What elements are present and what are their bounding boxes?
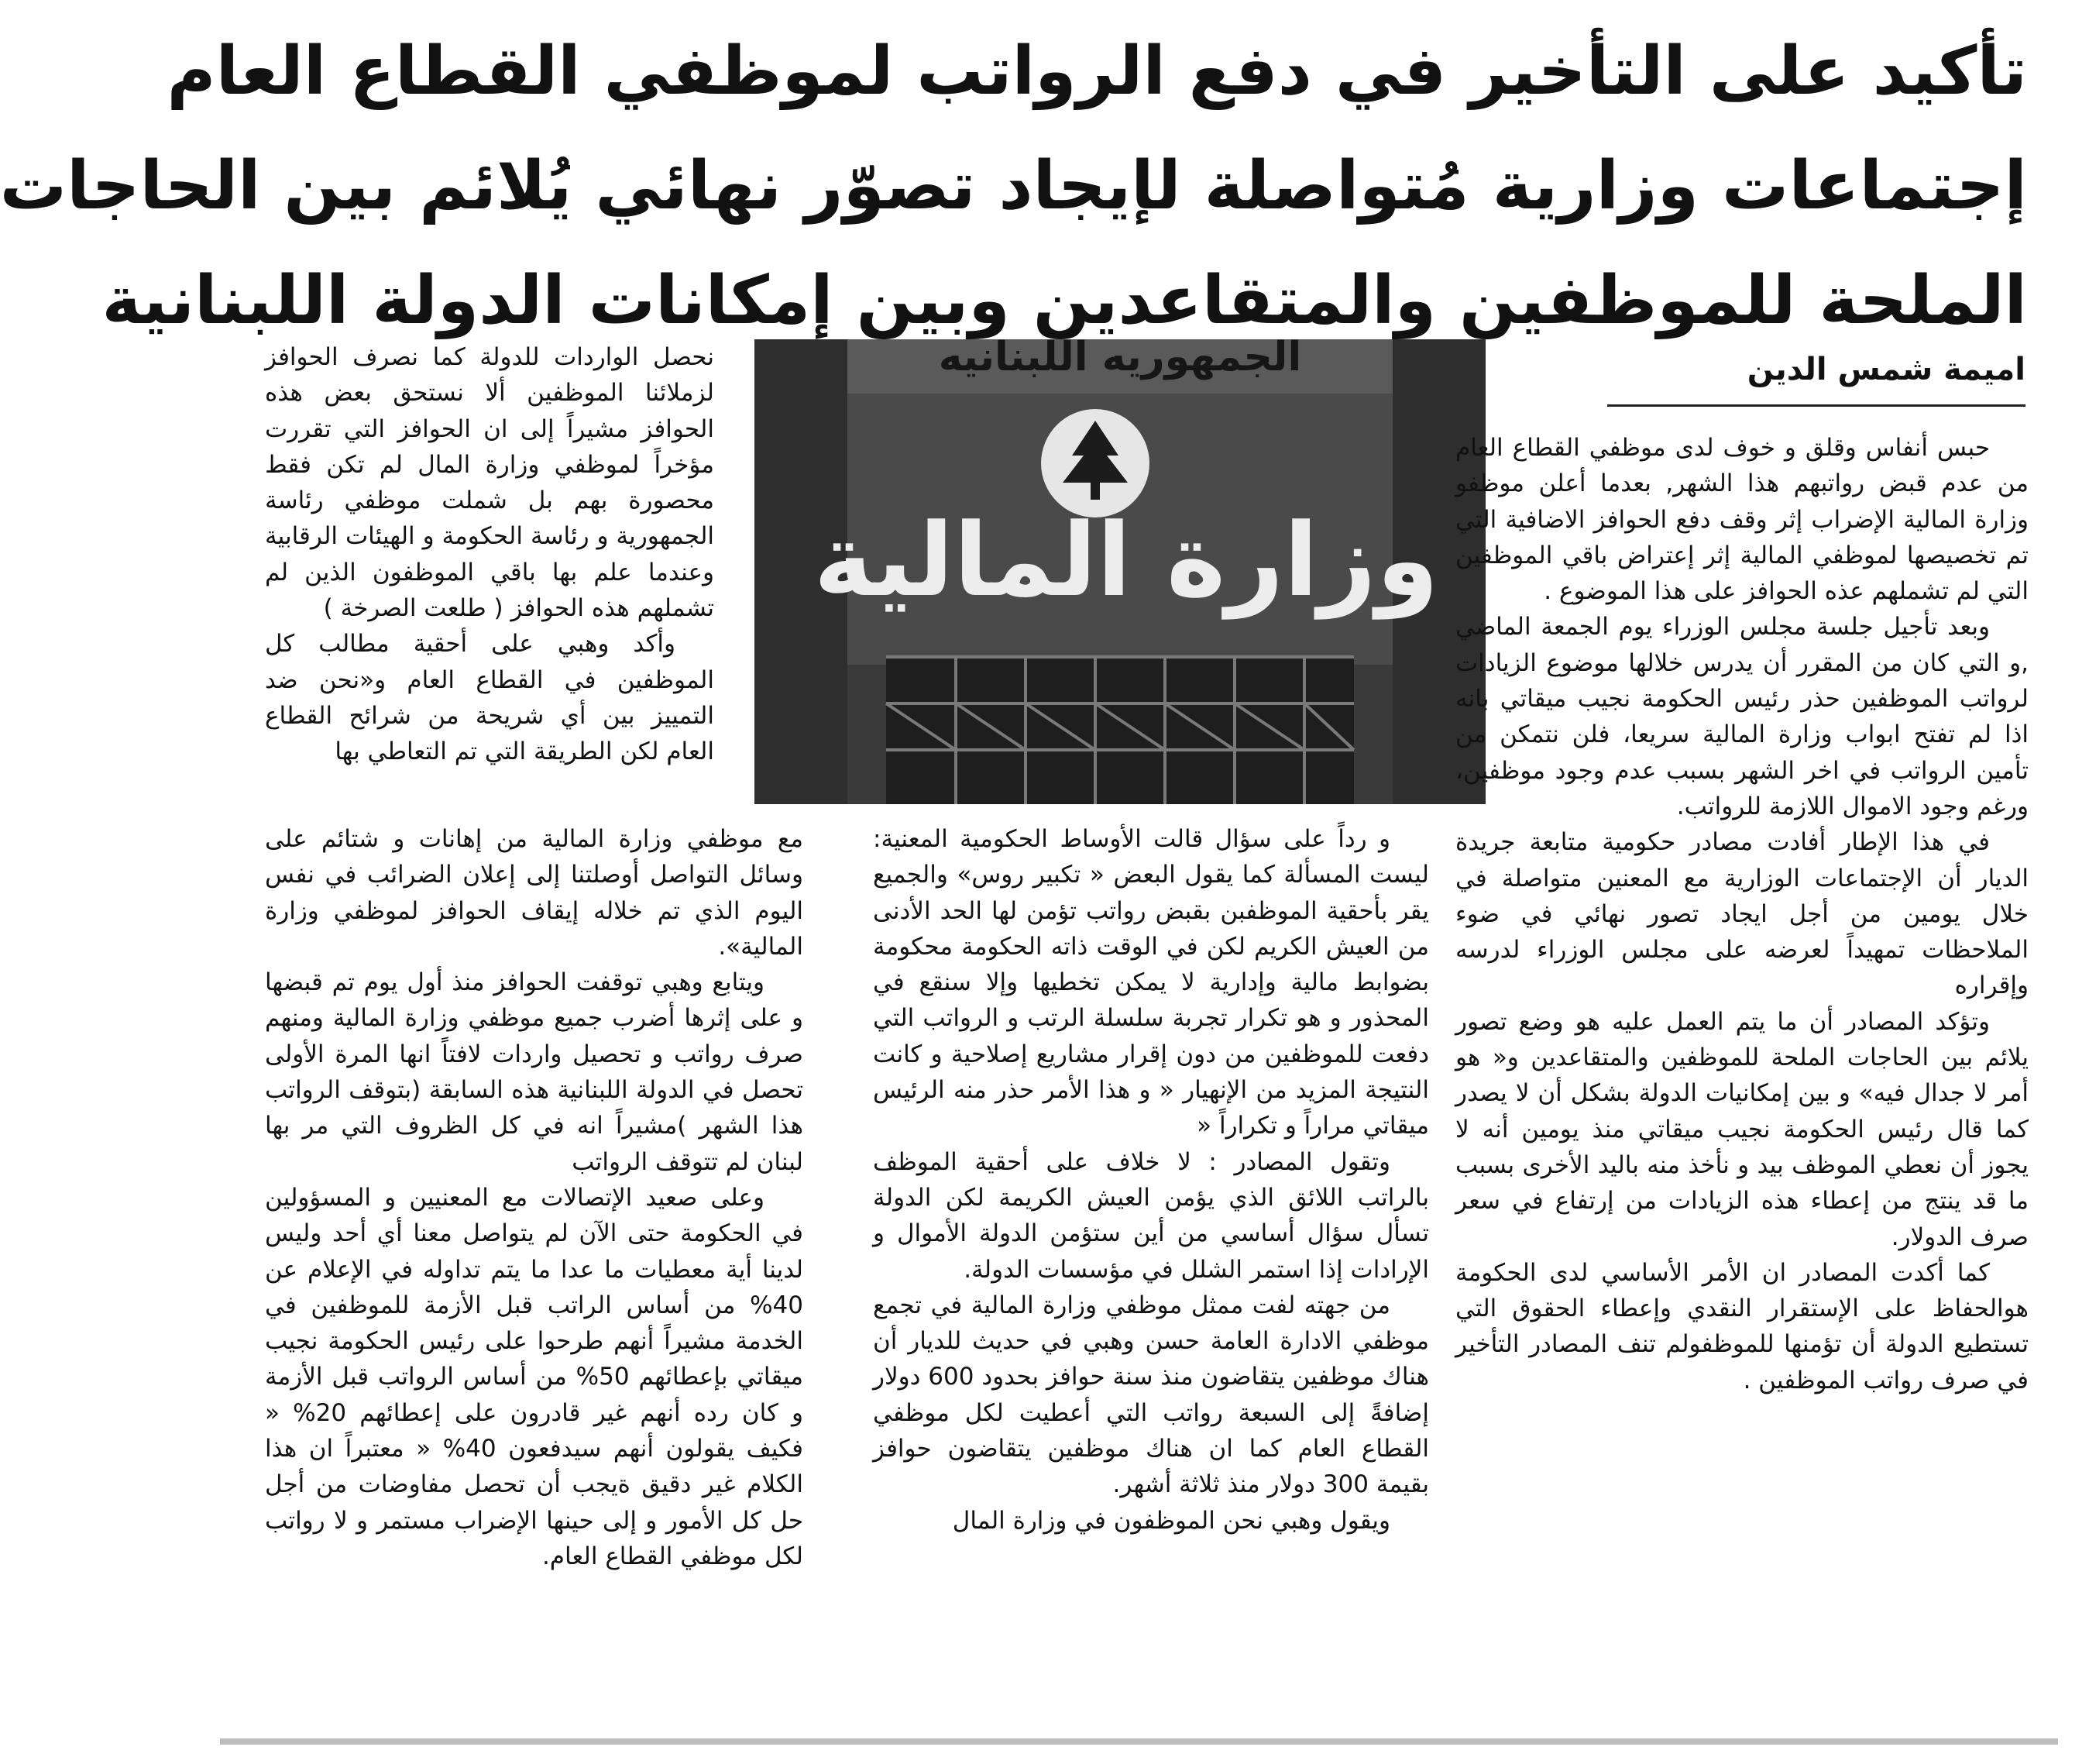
ministry-of-finance-photo [754, 334, 1486, 804]
paragraph: ويتابع وهبي توقفت الحوافز منذ أول يوم تم قبضها و على إثرها أضرب جميع موظفي وزارة المالية ومنهم صرف رواتب و تحصيل واردات لافتاً انها المرة الأولى تحصل في الدولة اللبنانية هذه السابقة (بتوقف الرواتب هذا الشهر )مشيراً انه في كل الظروف التي مر بها لبنان لم تتوقف الرواتب [265, 968, 803, 1176]
paragraph: من جهته لفت ممثل موظفي وزارة المالية في تجمع موظفي الادارة العامة حسن وهبي في حديث للديار أن هناك موظفين يتقاضون منذ سنة حوافز بحدود 600 دولار إضافةً إلى السبعة رواتب التي أعطيت لكل موظفي القطاع العام كما ان هناك موظفين يتقاضون حوافز بقيمة 300 دولار منذ ثلاثة أشهر. [873, 1291, 1429, 1499]
sign-main-text: وزارة المالية [813, 501, 1439, 619]
paragraph: نحصل الواردات للدولة كما نصرف الحوافز لزملائنا الموظفين ألا نستحق بعض هذه الحوافز مشيراً إلى ان الحوافز التي تقررت مؤخراً لموظفي وزارة المال لم تكن فقط محصورة بهم بل شملت موظفي رئاسة الجمهورية و رئاسة الحكومة و الهيئات الرقابية وعندما علم بها باقي الموظفون الذين لم تشملهم هذه الحوافز ( طلعت الصرخة ) [265, 343, 714, 623]
paragraph: في هذا الإطار أفادت مصادر حكومية متابعة جريدة الديار أن الإجتماعات الوزارية مع المعنين متواصلة في خلال يومين من أجل ايجاد تصور نهائي في ضوء الملاحظات تمهيداً لعرضه على مجلس الوزراء لدرسه وإقراره [1455, 828, 2029, 1000]
paragraph: وأكد وهبي على أحقية مطالب كل الموظفين في القطاع العام و«نحن ضد التمييز بين أي شريحة من شرائح القطاع العام لكن الطريقة التي تم التعاطي بها [265, 630, 714, 766]
paragraph: وتقول المصادر : لا خلاف على أحقية الموظف بالراتب اللائق الذي يؤمن العيش الكريمة لكن الدولة تسأل سؤال أساسي من أين ستؤمن الدولة الأموال و الإرادات إذا استمر الشلل في مؤسسات الدولة. [873, 1147, 1429, 1284]
article-column-left [265, 821, 803, 1747]
article-column-right [1455, 430, 2029, 1747]
headline-line-3: الملحة للموظفين والمتقاعدين وبين إمكانات الدولة اللبنانية [101, 262, 2027, 339]
headline-line-1: تأكيد على التأخير في دفع الرواتب لموظفي القطاع العام [167, 33, 2027, 110]
bottom-rule [220, 1738, 2058, 1745]
paragraph: وعلى صعيد الإتصالات مع المعنيين و المسؤولين في الحكومة حتى الآن لم يتواصل معنا أي أحد وليس لدينا أية معطيات ما عدا ما يتم تداوله في الإعلام عن 40% من أساس الراتب قبل الأزمة للموظفين في الخدمة مشيراً أنهم طرحوا على رئيس الحكومة نجيب ميقاتي بإعطائهم 50% من أساس الرواتب قبل الأزمة و كان رده أنهم غير قادرون على إعطائهم 20% « فكيف يقولون أنهم سيدفعون 40% « معتبراً ان هذا الكلام غير دقيق ةيجب أن تحصل مفاوضات من أجل حل كل الأمور و إلى حينها الإضراب مستمر و لا رواتب لكل موظفي القطاع العام. [265, 1183, 804, 1570]
author-byline: اميمة شمس الدين [1607, 341, 2025, 407]
paragraph: و رداً على سؤال قالت الأوساط الحكومية المعنية: ليست المسألة كما يقول البعض « تكبير روس» والجميع يقر بأحقية الموظفبن بقبض رواتب تؤمن لها الحد الأدنى من العيش الكريم لكن في الوقت ذاته الحكومة محكومة بضوابط مالية وإدارية لا يمكن تخطيها وإلا سنقع في المحذور و هو تكرار تجربة سلسلة الرتب و الرواتب التي دفعت للموظفين من دون إقرار مشاريع إصلاحية و كانت النتيجة المزيد من الإنهيار « و هذا الأمر حذر منه الرئيس ميقاتي مراراً و تكراراً « [873, 825, 1429, 1140]
paragraph: ويقول وهبي نحن الموظفون في وزارة المال [952, 1506, 1390, 1535]
headline-line-2: إجتماعات وزارية مُتواصلة لإيجاد تصوّر نهائي يُلائم بين الحاجات [0, 147, 2027, 225]
paragraph: وبعد تأجيل جلسة مجلس الوزراء يوم الجمعة الماضي ,و التي كان من المقرر أن يدرس خلالها موضوع الزيادات لرواتب الموظفين حذر رئيس الحكومة نجيب ميقاتي بانه اذا لم تفتح ابواب وزارة المالية سريعا، فلن نتمكن من تأمين الرواتب في اخر الشهر بسبب عدم وجود موظفين، ورغم وجود الاموال اللازمة للرواتب. [1455, 613, 2029, 820]
article-column-left-top [265, 339, 714, 821]
paragraph: كما أكدت المصادر ان الأمر الأساسي لدى الحكومة هوالحفاظ على الإستقرار النقدي وإعطاء الحقوق التي تستطيع الدولة أن تؤمنها للموظفولم تنف المصادر التأخير في صرف رواتب الموظفين . [1455, 1258, 2029, 1394]
article-column-middle [873, 821, 1429, 1747]
headline [0, 14, 2027, 358]
sign-top-text: الجمهوريه اللبنانيه [938, 334, 1302, 380]
paragraph: حبس أنفاس وقلق و خوف لدى موظفي القطاع العام من عدم قبض رواتبهم هذا الشهر, بعدما أعلن موظفو وزارة المالية الإضراب إثر وقف دفع الحوافز الاضافية التي تم تخصيصها لموظفي المالية إثر إعتراض باقي الموظفين التي لم تشملهم عذه الحوافز على هذا الموضوع . [1455, 434, 2029, 606]
paragraph: مع موظفي وزارة المالية من إهانات و شتائم على وسائل التواصل أوصلتنا إلى إعلان الضرائب في نفس اليوم الذي تم خلاله إيقاف الحوافز لموظفي وزارة المالية». [265, 825, 803, 961]
paragraph: وتؤكد المصادر أن ما يتم العمل عليه هو وضع تصور يلائم بين الحاجات الملحة للموظفين والمتقاعدين و« هو أمر لا جدال فيه» و بين إمكانيات الدولة بشكل أن لا يصدر كما قال رئيس الحكومة نجيب ميقاتي منذ يومين أنه لا يجوز أن نعطي الموظف بيد و نأخذ منه باليد الأخرى بسبب ما قد ينتج من إعطاء هذه الزيادات من إرتفاع في سعر صرف الدولار. [1455, 1007, 2029, 1251]
